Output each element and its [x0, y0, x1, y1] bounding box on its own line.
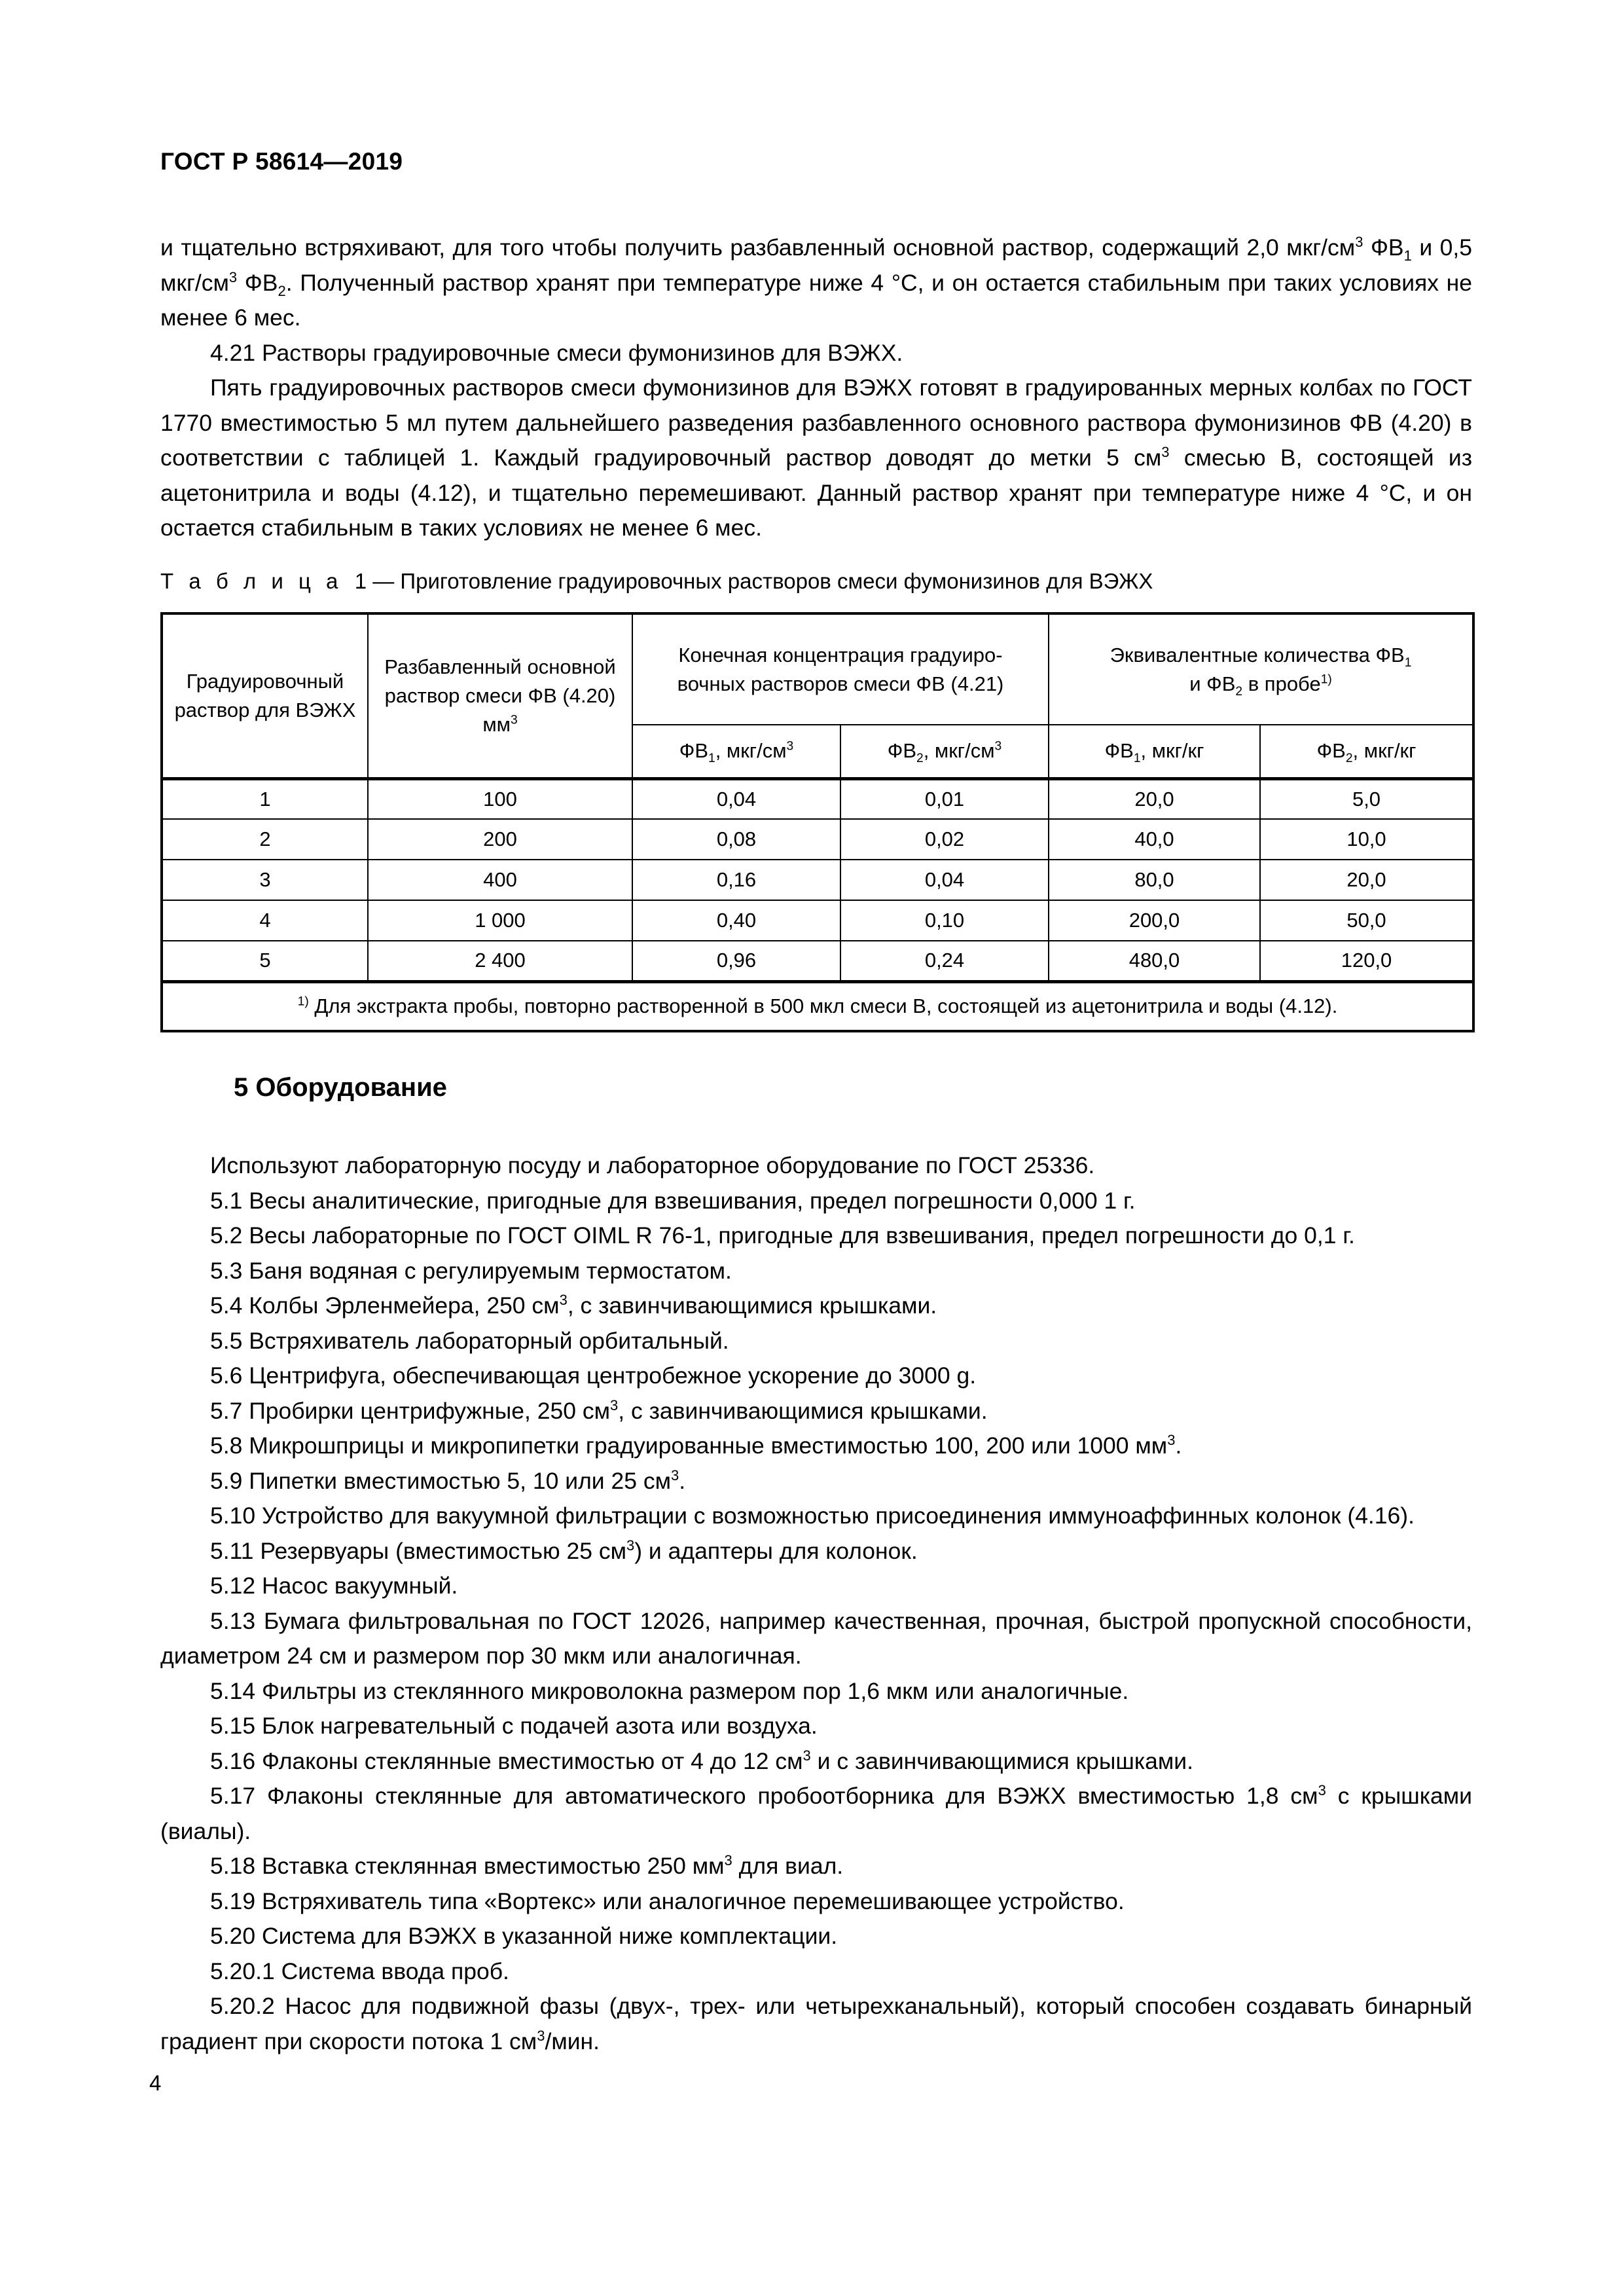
- item-5-7-sup: 3: [610, 1396, 619, 1413]
- para-text-b: 2,0 мкг/см: [1246, 234, 1356, 261]
- item-5-20-2-sup: 3: [537, 2027, 545, 2044]
- th-fb1-mass-b: , мкг/кг: [1140, 739, 1204, 763]
- item-5-17-sup: 3: [1318, 1782, 1326, 1799]
- item-5-7-a: 5.7 Пробирки центрифужные, 250 см: [210, 1397, 611, 1424]
- cell-solution: 5: [162, 941, 368, 981]
- item-5-20-2-b: /мин.: [545, 2028, 600, 2054]
- cell-fb1-conc: 0,08: [632, 819, 840, 860]
- para-text-c: и 0,5 мкг/см: [160, 234, 1473, 296]
- th-fb2-mass-sub: 2: [1345, 752, 1353, 766]
- item-5-8: [160, 1429, 1472, 1464]
- th-stock-units-sup: 3: [510, 713, 518, 727]
- item-5-16: [160, 1744, 1472, 1779]
- item-5-13: 5.13 Бумага фильтровальная по ГОСТ 12026, например качественная, прочная, быстрой пропускной способности, диаметром 24 см и размером пор 30 мкм или аналогичная.: [160, 1607, 1472, 1669]
- th-fb1-conc-sub: 1: [708, 752, 715, 766]
- cell-fb1-conc: 0,04: [632, 778, 840, 819]
- th-group-eq-line2a: и ФВ: [1189, 672, 1236, 695]
- clause-4-21-body: [160, 371, 1472, 546]
- item-5-8-b: .: [1175, 1432, 1182, 1459]
- table-header-row-group: [162, 613, 1473, 725]
- th-fb1-mass-sub: 1: [1133, 752, 1141, 766]
- page-number: 4: [149, 2071, 162, 2095]
- th-fb2-conc-sub: 2: [916, 752, 924, 766]
- para-fb1-label: ФВ: [1363, 234, 1404, 261]
- th-fb2-mass-b: , мкг/кг: [1352, 739, 1416, 763]
- item-5-20-2: [160, 1989, 1472, 2059]
- th-group-conc-line1: Конечная концентрация градуиро-: [678, 643, 1003, 666]
- table-caption-label: Т а б л и ц а: [160, 569, 343, 593]
- th-fb1-mass-a: ФВ: [1104, 739, 1134, 763]
- section-heading-5: 5 Оборудование: [234, 1073, 447, 1102]
- item-5-1: 5.1 Весы аналитические, пригодные для взвешивания, предел погрешности 0,000 1 г.: [210, 1187, 1136, 1214]
- th-fb2-mass-a: ФВ: [1316, 739, 1346, 763]
- cell-stock: 1 000: [368, 900, 632, 941]
- cell-fb2-conc: 0,02: [840, 819, 1049, 860]
- clause-4-21-text: 4.21 Растворы градуировочные смеси фумонизинов для ВЭЖХ.: [210, 339, 903, 366]
- cell-fb1-mass: 20,0: [1049, 778, 1260, 819]
- table-caption-dash: —: [372, 569, 395, 593]
- item-5-16-b: и с завинчивающимися крышками.: [810, 1747, 1193, 1774]
- item-5-8-sup: 3: [1167, 1432, 1176, 1449]
- item-5-16-sup: 3: [803, 1747, 811, 1764]
- section5-intro: Используют лабораторную посуду и лабораторное оборудование по ГОСТ 25336.: [210, 1152, 1095, 1178]
- item-5-18-sup: 3: [724, 1852, 732, 1869]
- th-stock-volume: [368, 613, 632, 778]
- running-head: ГОСТ Р 58614—2019: [160, 148, 403, 175]
- item-5-8-a: 5.8 Микрошприцы и микропипетки градуированные вместимостью 100, 200 или 1000 мм: [210, 1432, 1168, 1459]
- item-5-2: 5.2 Весы лабораторные по ГОСТ OIML R 76-1, пригодные для взвешивания, предел погрешности до 0,1 г.: [210, 1222, 1355, 1248]
- item-5-18-b: для виал.: [732, 1853, 844, 1879]
- cell-stock: 2 400: [368, 941, 632, 981]
- cell-stock: 100: [368, 778, 632, 819]
- th-group-eq-footnote-ref: 1): [1320, 672, 1332, 687]
- table-footnote-cell: [162, 981, 1473, 1031]
- item-5-9-a: 5.9 Пипетки вместимостью 5, 10 или 25 см: [210, 1467, 671, 1494]
- table-row: [162, 900, 1473, 941]
- cell-fb2-mass: 120,0: [1260, 941, 1473, 981]
- table-row: [162, 860, 1473, 900]
- clause-4-21-heading: [160, 336, 1472, 371]
- item-5-10: 5.10 Устройство для вакуумной фильтрации с возможностью присоединения иммуноаффинных колонок (4.16).: [210, 1503, 1415, 1529]
- para-text-a: и тщательно встряхивают, для того чтобы получить разбавленный основной раствор, содержащий: [160, 234, 1239, 261]
- cell-stock: 200: [368, 819, 632, 860]
- item-5-17-a: 5.17 Флаконы стеклянные для автоматического пробоотборника для ВЭЖХ вместимостью 1,8 см: [210, 1783, 1318, 1809]
- para-fb2-label: ФВ: [237, 269, 278, 296]
- footnote-text: Для экстракта пробы, повторно растворенной в 500 мкл смеси В, состоящей из ацетонитрила и воды (4.12).: [314, 994, 1338, 1018]
- cell-fb2-mass: 20,0: [1260, 860, 1473, 900]
- clause-4-21-body-a: Пять градуировочных растворов смеси фумонизинов для ВЭЖХ готовят в градуированных мерных колбах по ГОСТ 1770 вместимостью 5 мл путем дальнейшего разведения разбавленного основного раствора фумонизинов ФВ (4.20) в соответствии с таблицей 1. Каждый градуировочный раствор доводят до метки 5 см: [160, 374, 1472, 471]
- cell-fb2-conc: 0,04: [840, 860, 1049, 900]
- th-stock-line1: Разбавленный основной: [384, 655, 616, 678]
- th-solution-label: Градуировочный раствор для ВЭЖХ: [174, 669, 356, 721]
- subscript-two: 2: [278, 282, 286, 299]
- th-group-eq-sub2: 2: [1235, 684, 1243, 699]
- th-group-equivalent-amounts: [1049, 613, 1473, 725]
- th-fb1-concentration: [632, 725, 840, 778]
- cell-fb1-conc: 0,40: [632, 900, 840, 941]
- item-5-7: [160, 1394, 1472, 1429]
- th-group-final-concentration: [632, 613, 1049, 725]
- item-5-16-a: 5.16 Флаконы стеклянные вместимостью от 4 до 12 см: [210, 1747, 803, 1774]
- cell-solution: 4: [162, 900, 368, 941]
- body-text-top: [160, 230, 1472, 546]
- clause-4-21-body-b: смесью В, состоящей из ацетонитрила и воды (4.12), и тщательно перемешивают. Данный раствор хранят при температуре ниже 4 °C, и он остается стабильным в таких условиях не менее 6 мес.: [160, 445, 1472, 541]
- th-solution: [162, 613, 368, 778]
- th-group-eq-line1: Эквивалентные количества ФВ: [1110, 643, 1405, 666]
- item-5-5: 5.5 Встряхиватель лабораторный орбитальный.: [210, 1327, 729, 1354]
- cell-solution: 2: [162, 819, 368, 860]
- item-5-14: 5.14 Фильтры из стеклянного микроволокна размером пор 1,6 мкм или аналогичные.: [210, 1677, 1129, 1704]
- subscript-one: 1: [1403, 247, 1412, 264]
- item-5-9: [160, 1464, 1472, 1499]
- th-fb2-conc-b: , мкг/см: [923, 739, 995, 763]
- table-caption: [160, 567, 1153, 596]
- item-5-18: [160, 1849, 1472, 1884]
- th-fb1-conc-sup: 3: [786, 739, 794, 754]
- cell-fb1-mass: 40,0: [1049, 819, 1260, 860]
- item-5-18-a: 5.18 Вставка стеклянная вместимостью 250 мм: [210, 1853, 725, 1879]
- cell-solution: 3: [162, 860, 368, 900]
- th-fb1-conc-a: ФВ: [679, 739, 709, 763]
- item-5-4: [160, 1288, 1472, 1324]
- table-row: [162, 819, 1473, 860]
- cell-fb2-mass: 10,0: [1260, 819, 1473, 860]
- superscript-cubic: 3: [1355, 234, 1363, 251]
- item-5-20-1: 5.20.1 Система ввода проб.: [210, 1958, 509, 1984]
- th-group-eq-line2b: в пробе: [1242, 672, 1321, 695]
- th-stock-units: мм: [482, 712, 511, 736]
- th-fb2-conc-a: ФВ: [887, 739, 917, 763]
- item-5-9-b: .: [679, 1467, 686, 1494]
- cell-solution: 1: [162, 778, 368, 819]
- item-5-6: 5.6 Центрифуга, обеспечивающая центробежное ускорение до 3000 g.: [210, 1362, 977, 1389]
- item-5-19: 5.19 Встряхиватель типа «Вортекс» или аналогичное перемешивающее устройство.: [210, 1887, 1125, 1914]
- item-5-9-sup: 3: [671, 1467, 679, 1484]
- item-5-20: 5.20 Система для ВЭЖХ в указанной ниже комплектации.: [210, 1923, 838, 1949]
- para-text-d: . Полученный раствор хранят при температуре ниже 4 °C, и он остается стабильным при таких условиях не менее 6 мес.: [160, 269, 1472, 331]
- th-group-conc-line2: вочных растворов смеси ФВ (4.21): [677, 672, 1004, 695]
- calibration-table-wrapper: [160, 612, 1472, 1032]
- item-5-11-sup: 3: [626, 1537, 635, 1554]
- item-5-20-2-a: 5.20.2 Насос для подвижной фазы (двух-, трех- или четырехканальный), который способен создавать бинарный градиент при скорости потока 1 см: [160, 1993, 1472, 2054]
- table-row: [162, 778, 1473, 819]
- item-5-17: [160, 1779, 1472, 1849]
- body-text-bottom: [160, 1148, 1472, 2059]
- cell-fb1-mass: 200,0: [1049, 900, 1260, 941]
- th-fb1-mass: [1049, 725, 1260, 778]
- item-5-7-b: , с завинчивающимися крышками.: [618, 1397, 988, 1424]
- cell-fb2-conc: 0,24: [840, 941, 1049, 981]
- th-fb1-conc-b: , мкг/см: [715, 739, 787, 763]
- item-5-4-a: 5.4 Колбы Эрленмейера, 250 см: [210, 1292, 560, 1319]
- paragraph-continued: [160, 230, 1472, 336]
- cell-fb1-mass: 80,0: [1049, 860, 1260, 900]
- item-5-11-b: ) и адаптеры для колонок.: [634, 1537, 918, 1564]
- cell-fb2-mass: 5,0: [1260, 778, 1473, 819]
- calibration-table: [160, 612, 1475, 1032]
- th-fb2-conc-sup: 3: [994, 739, 1002, 754]
- footnote-marker: 1): [297, 994, 309, 1009]
- item-5-4-b: , с завинчивающимися крышками.: [567, 1292, 937, 1319]
- th-fb2-mass: [1260, 725, 1473, 778]
- item-5-4-sup: 3: [559, 1292, 568, 1309]
- table-caption-number: 1: [354, 569, 367, 593]
- cell-fb2-mass: 50,0: [1260, 900, 1473, 941]
- table-footnote-row: [162, 981, 1473, 1031]
- cell-fb1-mass: 480,0: [1049, 941, 1260, 981]
- cell-stock: 400: [368, 860, 632, 900]
- item-5-17-b: с крышками (виалы).: [160, 1783, 1472, 1844]
- cell-fb2-conc: 0,10: [840, 900, 1049, 941]
- superscript-cubic-3: 3: [1161, 444, 1170, 461]
- item-5-11: [160, 1534, 1472, 1569]
- cell-fb2-conc: 0,01: [840, 778, 1049, 819]
- item-5-11-a: 5.11 Резервуары (вместимостью 25 см: [210, 1537, 626, 1564]
- superscript-cubic-2: 3: [228, 268, 238, 285]
- cell-fb1-conc: 0,16: [632, 860, 840, 900]
- th-group-eq-sub1: 1: [1404, 655, 1412, 670]
- table-row: [162, 941, 1473, 981]
- item-5-12: 5.12 Насос вакуумный.: [210, 1573, 458, 1599]
- cell-fb1-conc: 0,96: [632, 941, 840, 981]
- item-5-15: 5.15 Блок нагревательный с подачей азота или воздуха.: [210, 1713, 818, 1739]
- table-caption-title: Приготовление градуировочных растворов смеси фумонизинов для ВЭЖХ: [400, 569, 1153, 593]
- item-5-3: 5.3 Баня водяная с регулируемым термостатом.: [210, 1257, 732, 1284]
- th-stock-line2: раствор смеси ФВ (4.20): [384, 683, 616, 707]
- th-fb2-concentration: [840, 725, 1049, 778]
